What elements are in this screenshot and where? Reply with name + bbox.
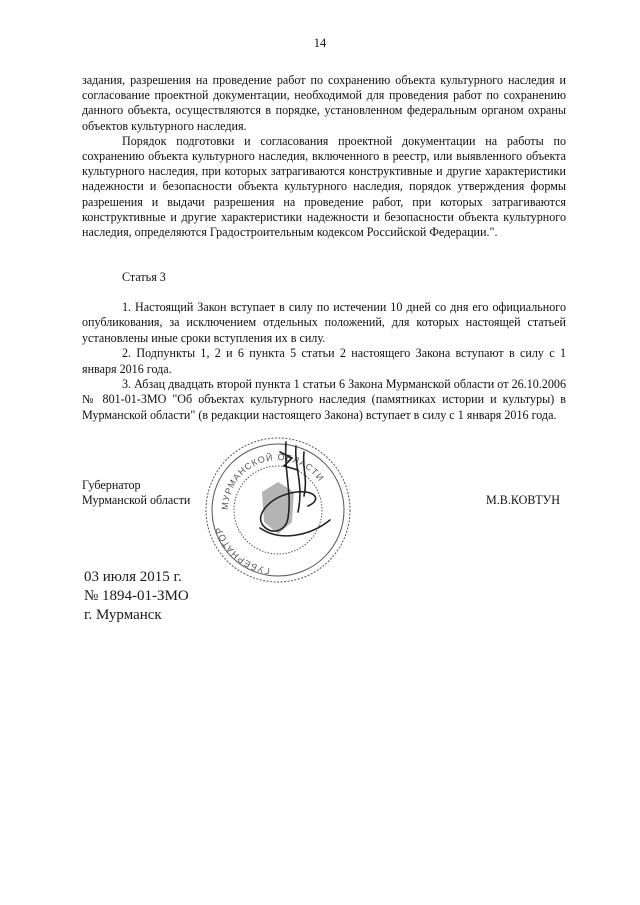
paragraph-continuation: задания, разрешения на проведение работ по сохранению объекта культурного наследия и согласование проектной документации, необходимой для проведения работ по сохранению данного объекта, осуществляются в порядке, установленном федеральным органом охраны объектов культурного наследия. bbox=[82, 73, 566, 133]
signatory-title bbox=[82, 478, 190, 509]
signing-date: 03 июля 2015 г. bbox=[84, 569, 182, 585]
paragraph-procedure: Порядок подготовки и согласования проектной документации на работы по сохранению объекта культурного наследия, включенного в реестр, или выявленного объекта культурного наследия, при которых затрагиваются конструктивные и другие характеристики надежности и безопасности объекта культурного наследия, порядок утверждения формы разрешения и выдачи разрешения на проведение работ, при которых затрагиваются конструктивные и другие характеристики надежности и безопасности объекта культурного наследия, определяются Градостроительным кодексом Российской Федерации.". bbox=[82, 133, 566, 240]
seal-text-top: МУРМАНСКОЙ ОБЛАСТИ bbox=[219, 451, 327, 511]
signatory-title-line-2: Мурманской области bbox=[82, 493, 191, 508]
law-number: № 1894-01-ЗМО bbox=[84, 588, 189, 604]
signatory-title-line-1: Губернатор bbox=[82, 478, 141, 492]
body-text bbox=[82, 73, 566, 240]
article-item-1: 1. Настоящий Закон вступает в силу по истечении 10 дней со дня его официального опубликования, за исключением отдельных положений, для которых настоящей статьей установлены иные сроки вступления их в силу. bbox=[82, 300, 566, 345]
page-number: 14 bbox=[313, 36, 327, 50]
official-seal-icon bbox=[200, 432, 356, 588]
article-item-2: 2. Подпункты 1, 2 и 6 пункта 5 статьи 2 настоящего Закона вступают в силу с 1 января 2016 года. bbox=[82, 346, 566, 376]
article-text bbox=[82, 300, 566, 423]
seal-text-left: ГУБЕРНАТОР bbox=[213, 525, 271, 576]
document-footer bbox=[84, 568, 189, 625]
signing-city: г. Мурманск bbox=[84, 607, 162, 623]
article-item-3: 3. Абзац двадцать второй пункта 1 статьи 6 Закона Мурманской области от 26.10.2006 № 801-01-ЗМО "Об объектах культурного наследия (памятниках истории и культуры) в Мурманской области" (в редакции настоящего Закона) вступает в силу с 1 января 2016 года. bbox=[82, 377, 566, 422]
signatory-name: М.В.КОВТУН bbox=[486, 493, 560, 507]
article-heading: Статья 3 bbox=[122, 270, 166, 284]
svg-text:ГУБЕРНАТОР bbox=[213, 525, 270, 576]
